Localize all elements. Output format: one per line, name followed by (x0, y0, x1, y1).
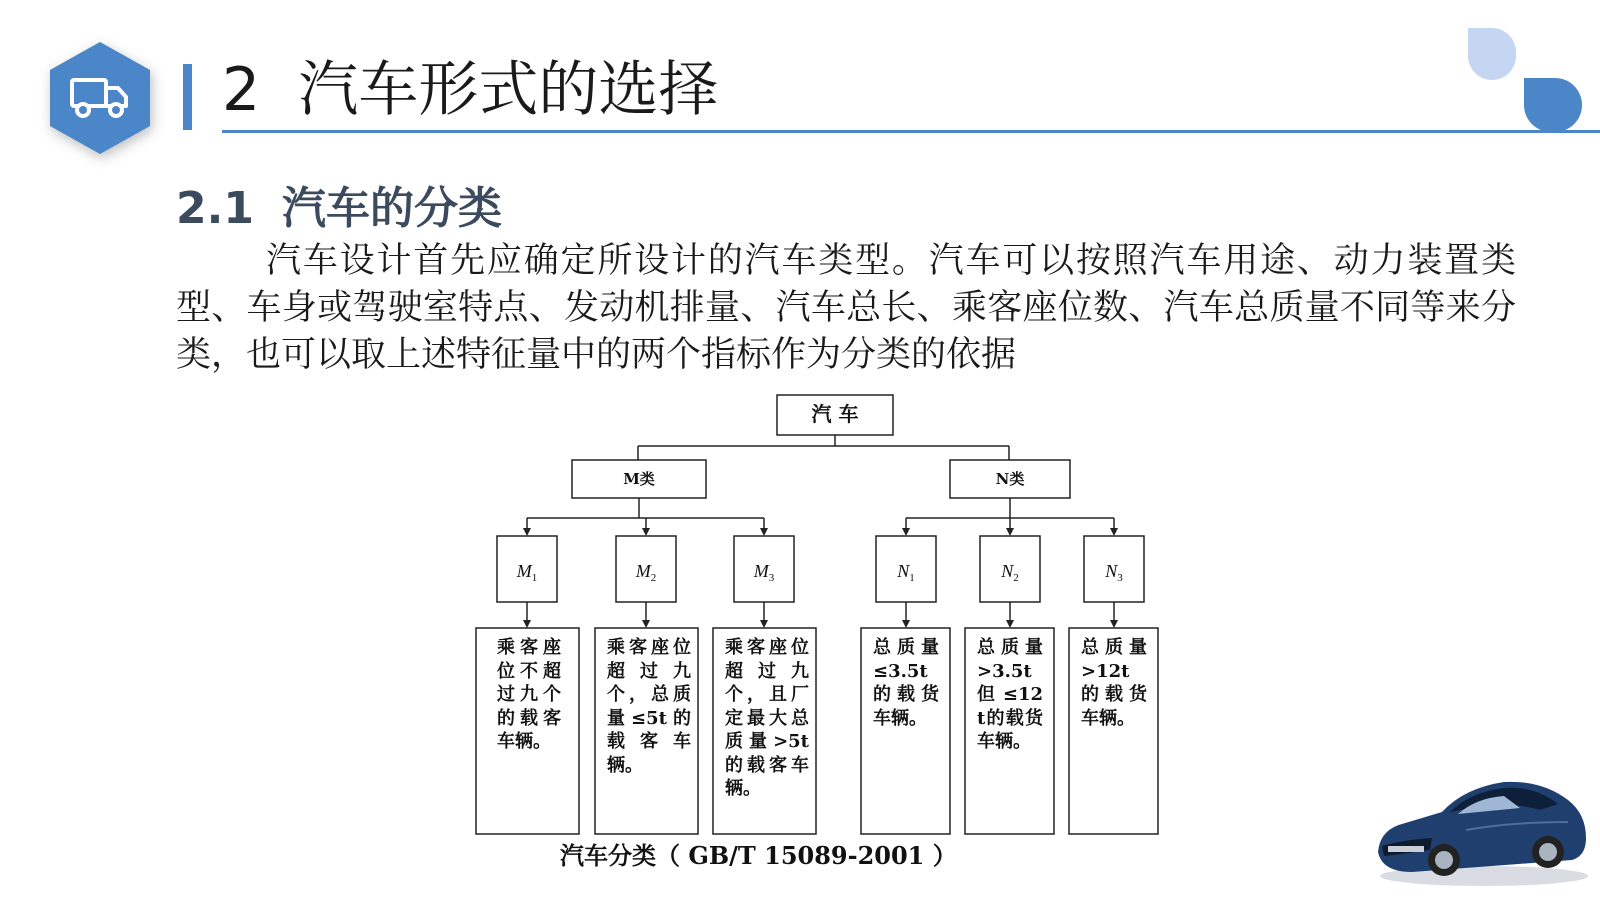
arrow-head (523, 620, 531, 628)
category-m2-label: $M_2$ (635, 561, 657, 584)
root-node-label: 汽 车 (811, 402, 859, 426)
desc-m1-text: 乘客座位不超过九个的载客车辆。 (497, 637, 561, 752)
arrow-head (1006, 620, 1014, 628)
body-paragraph: 汽车设计首先应确定所设计的汽车类型。汽车可以按照汽车用途、动力装置类型、车身或驾驶室特点、发动机排量、汽车总长、乘客座位数、汽车总质量不同等来分类，也可以取上述特征量中的两个指标作为分类的依据 (176, 241, 1516, 375)
desc-n1-text: 总质量≤3.5t的载货车辆。 (873, 637, 939, 729)
section-title: 汽车的分类 (281, 183, 502, 234)
arrow-head (1110, 620, 1118, 628)
arrow-head (642, 620, 650, 628)
arrow-head (642, 528, 650, 536)
arrow-head (760, 620, 768, 628)
page-title: 2 汽车形式的选择 (222, 55, 719, 125)
car-image (1372, 760, 1592, 890)
group-node-n-label: N类 (995, 470, 1025, 488)
arrow-head (760, 528, 768, 536)
desc-n2-text: 总质量>3.5t但≤12t的载货车辆。 (977, 637, 1043, 752)
category-m1-label: $M_1$ (516, 561, 538, 584)
diagram-caption: 汽车分类（ GB/T 15089-2001 ） (560, 841, 957, 870)
arrow-head (902, 620, 910, 628)
arrow-head (902, 528, 910, 536)
arrow-head (1006, 528, 1014, 536)
category-n3-label: $N_3$ (1105, 561, 1123, 584)
group-node-m-label: M类 (623, 470, 655, 488)
category-n2-label: $N_2$ (1001, 561, 1019, 584)
category-m3-label: $M_3$ (753, 561, 775, 584)
section-number: 2.1 (176, 183, 254, 234)
arrow-head (523, 528, 531, 536)
desc-n3-text: 总质量>12t的载货车辆。 (1081, 637, 1147, 729)
desc-m3-text: 乘客座位超过九个，且厂定最大总质量>5t的载客车辆。 (725, 637, 809, 799)
category-n1-label: $N_1$ (897, 561, 915, 584)
desc-m2-text: 乘客座位超过九个，总质量≤5t的载客车辆。 (607, 637, 691, 776)
arrow-head (1110, 528, 1118, 536)
